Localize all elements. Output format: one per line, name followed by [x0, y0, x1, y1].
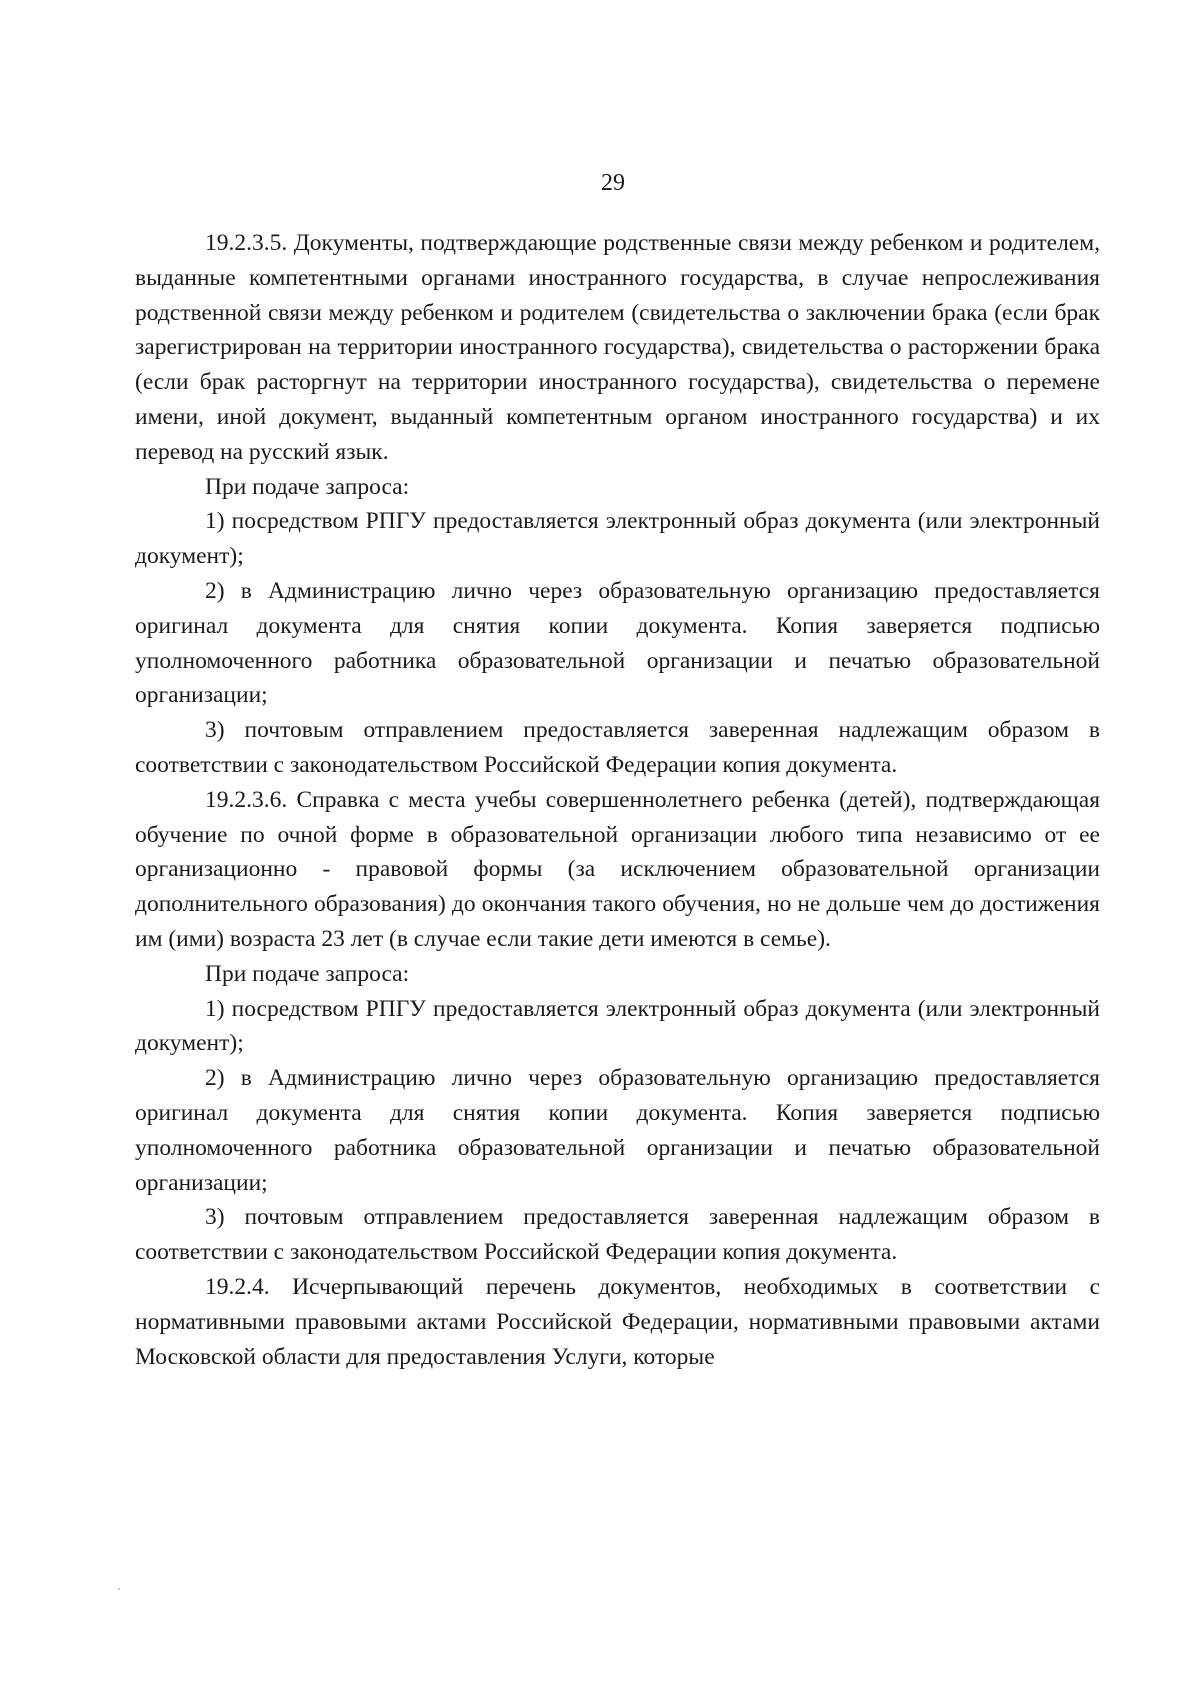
paragraph-item-3-postal: 3) почтовым отправлением предоставляется заверенная надлежащим образом в соответствии с законодательством Российской Федерации копия документа.	[135, 717, 1100, 778]
paragraph-item-2-administration: 2) в Администрацию лично через образовательную организацию предоставляется оригинал документа для снятия копии документа. Копия заверяется подписью уполномоченного работника образовательной организации и печатью образовательной организации;	[135, 1065, 1100, 1196]
paragraph-item-1-rpgu: 1) посредством РПГУ предоставляется электронный образ документа (или электронный документ);	[135, 508, 1100, 570]
paragraph-item-3-postal: 3) почтовым отправлением предоставляется заверенная надлежащим образом в соответствии с законодательством Российской Федерации копия документа.	[135, 1204, 1100, 1266]
scan-speck	[118, 1588, 120, 1590]
paragraph-submission-intro: При подаче запроса:	[205, 473, 410, 500]
paragraph-item-2-administration: 2) в Администрацию лично через образовательную организацию предоставляется оригинал документа для снятия копии документа. Копия заверяется подписью уполномоченного работника образовательной организации и печатью образовательной организации;	[135, 577, 1100, 709]
page-number: 29	[601, 170, 625, 196]
document-body	[135, 226, 1100, 1374]
paragraph-19-2-3-6: 19.2.3.6. Справка с места учебы совершеннолетнего ребенка (детей), подтверждающая обучение по очной форме в образовательной организации любого типа независимо от ее организационно - правовой формы (за исключением образовательной организации дополнительного образования) до окончания такого обучения, но не дольше чем до достижения им (ими) возраста 23 лет (в случае если такие дети имеются в семье).	[135, 786, 1100, 952]
paragraph-item-1-rpgu: 1) посредством РПГУ предоставляется электронный образ документа (или электронный документ);	[135, 995, 1100, 1057]
paragraph-19-2-3-5: 19.2.3.5. Документы, подтверждающие родственные связи между ребенком и родителем, выданные компетентными органами иностранного государства, в случае непрослеживания родственной связи между ребенком и родителем (свидетельства о заключении брака (если брак зарегистрирован на территории иностранного государства), свидетельства о расторжении брака (если брак расторгнут на территории иностранного государства), свидетельства о перемене имени, иной документ, выданный компетентным органом иностранного государства) и их перевод на русский язык.	[135, 230, 1100, 465]
paragraph-19-2-4: 19.2.4. Исчерпывающий перечень документов, необходимых в соответствии с нормативными правовыми актами Российской Федерации, нормативными правовыми актами Московской области для предоставления Услуги, которые	[135, 1273, 1100, 1370]
paragraph-submission-intro: При подаче запроса:	[205, 960, 410, 987]
